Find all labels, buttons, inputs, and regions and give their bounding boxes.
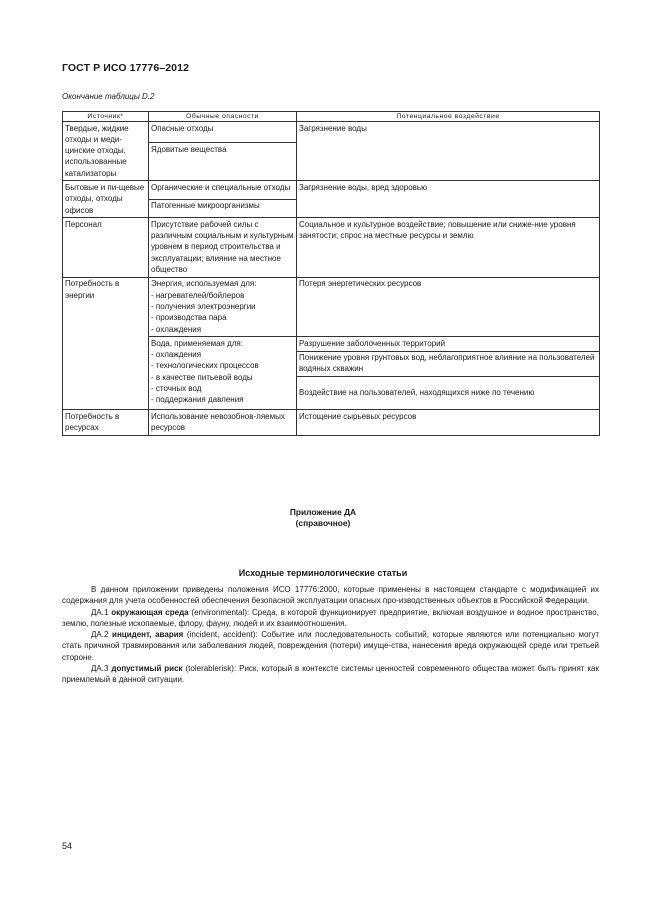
term-number: ДА.3: [91, 664, 109, 674]
list-item: - охлаждения: [151, 324, 202, 334]
table-row: [63, 277, 600, 336]
impact-cell: Понижение уровня грунтовых вод, неблагоприятное влияние на пользователей водяных скважин: [297, 351, 600, 377]
impact-cell: Воздействие на пользователей, находящихся ниже по течению: [297, 377, 600, 410]
source-cell: Потребность в энергии: [63, 277, 149, 409]
hazard-cell: [149, 277, 297, 336]
table-row: [63, 218, 600, 277]
body-text: [62, 584, 599, 686]
list-item: - технологических процессов: [151, 361, 259, 371]
table-row: [63, 181, 600, 199]
source-cell: Персонал: [63, 218, 149, 277]
list-item: - нагревателей/бойлеров: [151, 290, 245, 300]
impact-cell: Загрязнение воды, вред здоровью: [297, 181, 600, 218]
term-number: ДА.1: [91, 607, 109, 617]
term-paragraph: [62, 607, 599, 630]
hazard-cell: Ядовитые вещества: [149, 143, 297, 181]
term-number: ДА.2: [91, 630, 109, 640]
hazard-list-title: Энергия, используемая для:: [151, 279, 257, 289]
page-number: 54: [62, 841, 73, 851]
hazard-cell: [149, 337, 297, 410]
impact-cell: Потеря энергетических ресурсов: [297, 277, 600, 336]
list-item: - поддержания давления: [151, 395, 244, 405]
term-definition: (tolerablerisk): Риск, который в контексте системы ценностей современного общества может быть принят как приемлемый в данной ситуации.: [62, 664, 600, 685]
source-cell: Бытовые и пи-щевые отходы, отходы офисов: [63, 181, 149, 218]
term-name: допустимый риск: [111, 664, 183, 674]
list-item: - охлаждения: [151, 350, 202, 360]
table-caption: Окончание таблицы D.2: [62, 92, 155, 101]
term-name: окружающая среда: [111, 607, 189, 617]
list-item: - производства пара: [151, 313, 227, 323]
intro-paragraph: В данном приложении приведены положения ИСО 17776:2000, которые применены в настоящем стандарте с модификацией их содержания для учета особенностей обеспечения безопасной эксплуатации опасных про-изводственных объектов в Российской Федерации.: [62, 585, 599, 606]
list-item: - сточных вод: [151, 384, 202, 394]
term-name: инцидент, авария: [112, 630, 184, 640]
column-header-hazards: Обычные опасности: [149, 112, 297, 122]
document-header: ГОСТ Р ИСО 17776–2012: [62, 62, 190, 74]
hazard-cell: Опасные отходы: [149, 122, 297, 143]
impact-cell: Загрязнение воды: [297, 122, 600, 181]
list-item: - получения электроэнергии: [151, 301, 256, 311]
term-definition: (incident, accident): Событие или последовательность событий, которые являются или потенциально могут стать причиной травмирования или заболевания людей, повреждения (потери) имуще-ства, нанесения вреда окружающей среде или третьей стороне.: [62, 630, 599, 662]
list-item: - в качестве питьевой воды: [151, 372, 253, 382]
term-definition: (environmental): Среда, в которой функционирует предприятие, включая воздушное и водное пространство, землю, полезные ископаемые, флору, фауну, людей и их взаимоотношения.: [62, 607, 599, 628]
hazard-cell: Патогенные микроорганизмы: [149, 199, 297, 217]
column-header-impact: Потенциальное воздействие: [297, 112, 600, 122]
impact-cell: Социальное и культурное воздействие; повышение или сниже-ние уровня занятости; спрос на местные ресурсы и землю: [297, 218, 600, 277]
impact-cell: Истощение сырьевых ресурсов: [297, 410, 600, 436]
term-paragraph: [62, 629, 599, 663]
table-header-row: [63, 112, 600, 122]
column-header-source: Источник*: [63, 112, 149, 122]
term-paragraph: [62, 663, 599, 686]
source-cell: Твердые, жидкие отходы и меди-цинские отходы, использованные катализаторы: [63, 122, 149, 181]
hazard-list-title: Вода, применяемая для:: [151, 338, 243, 348]
table-row: [63, 410, 600, 436]
hazard-cell: Присутствие рабочей силы с различным социальным и культурным уровнем в период строительства и эксплуатации; влияние на местное общество: [149, 218, 297, 277]
appendix-title: Приложение ДА: [289, 507, 357, 517]
hazard-cell: Органические и специальные отходы: [149, 181, 297, 199]
table-row: [63, 122, 600, 143]
source-cell: Потребность в ресурсах: [63, 410, 149, 436]
hazard-cell: Использование невозобнов-ляемых ресурсов: [149, 410, 297, 436]
impact-cell: Разрушение заболоченных территорий: [297, 337, 600, 351]
appendix-subtitle: (справочное): [295, 518, 351, 528]
hazards-table: [62, 111, 600, 436]
section-title: Исходные терминологические статьи: [238, 568, 408, 578]
